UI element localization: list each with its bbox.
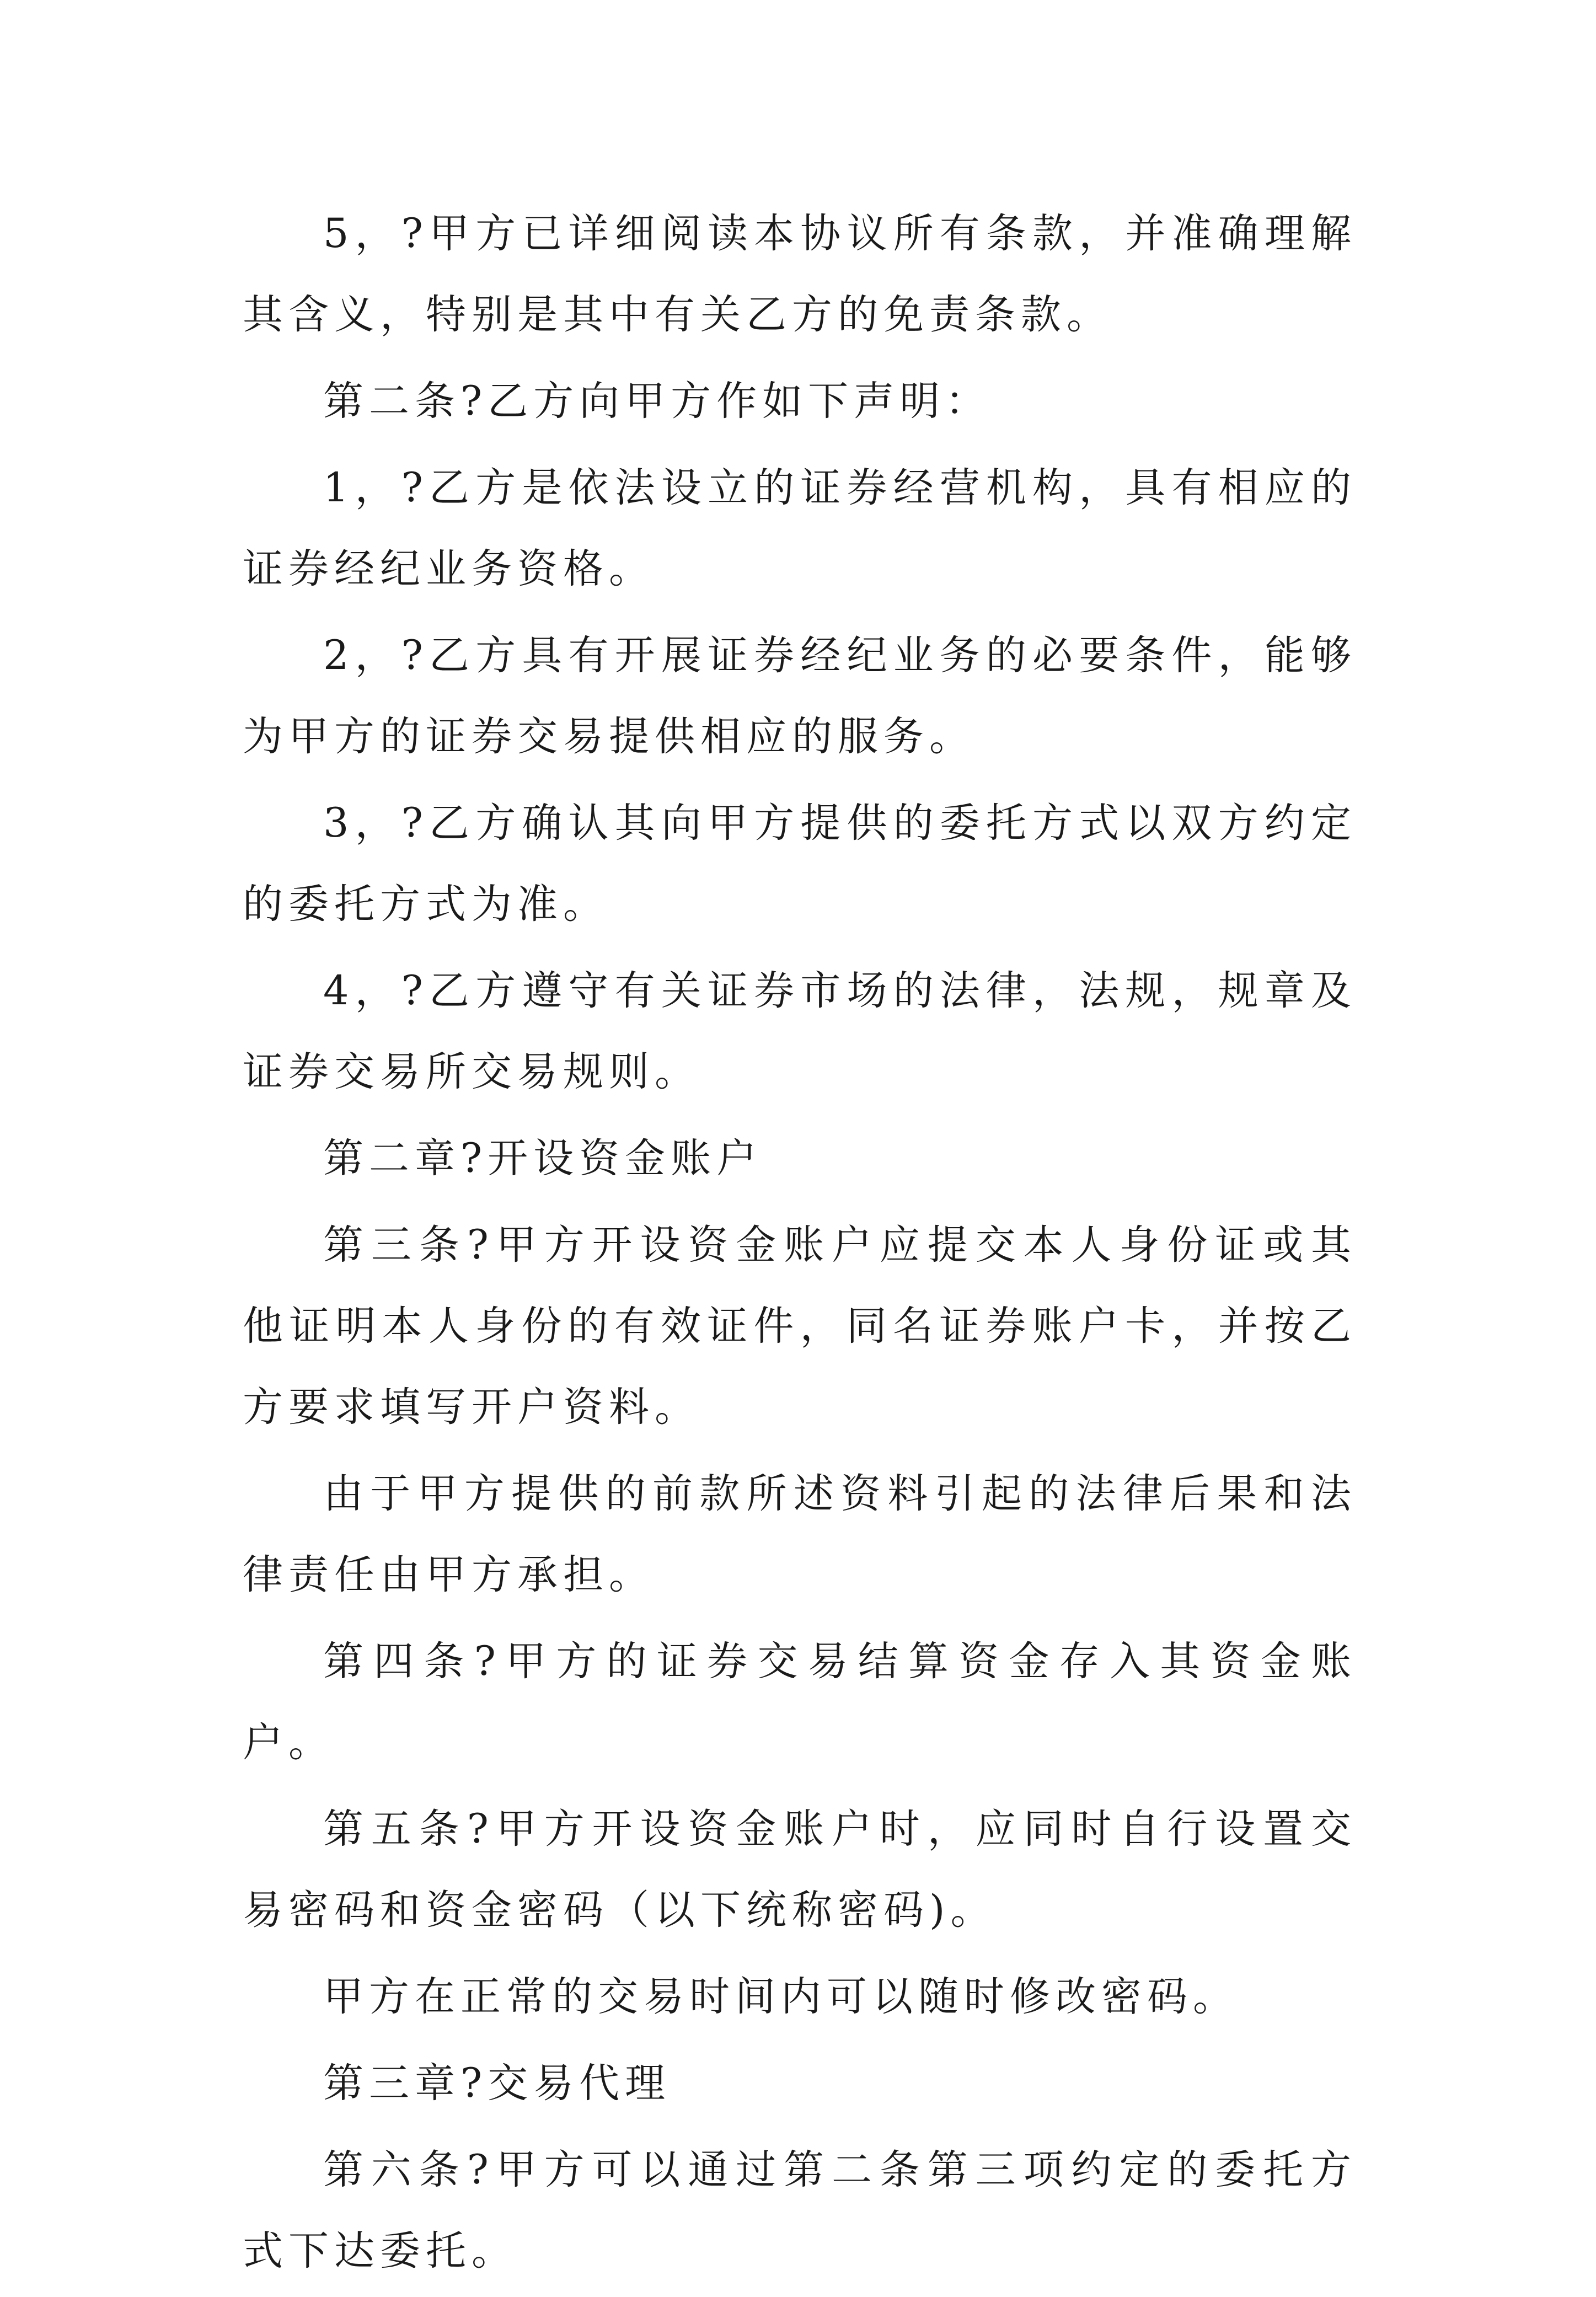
article-6-paragraph: 第六条?甲方可以通过第二条第三项约定的委托方式下达委托。 <box>243 2146 1357 2274</box>
chapter-3-heading: 第三章?交易代理 <box>323 2060 671 2107</box>
article-2-item-3: 3，?乙方确认其向甲方提供的委托方式以双方约定的委托方式为准。 <box>243 800 1357 928</box>
clause-5-paragraph: 5，?甲方已详细阅读本协议所有条款，并准确理解其含义，特别是其中有关乙方的免责条款。 <box>243 210 1357 338</box>
chapter-2-heading: 第二章?开设资金账户 <box>323 1135 763 1182</box>
article-4-paragraph: 第四条?甲方的证券交易结算资金存入其资金账户。 <box>243 1638 1357 1766</box>
document-body <box>243 193 1357 2297</box>
article-2-heading: 第二条?乙方向甲方作如下声明： <box>323 378 992 425</box>
article-3-paragraph: 第三条?甲方开设资金账户应提交本人身份证或其他证明本人身份的有效证件，同名证券账户卡，并按乙方要求填写开户资料。 <box>243 1222 1357 1431</box>
article-3-liability-paragraph: 由于甲方提供的前款所述资料引起的法律后果和法律责任由甲方承担。 <box>243 1470 1357 1598</box>
article-5-paragraph: 第五条?甲方开设资金账户时，应同时自行设置交易密码和资金密码（以下统称密码)。 <box>243 1806 1357 1934</box>
article-2-item-4: 4，?乙方遵守有关证券市场的法律，法规，规章及证券交易所交易规则。 <box>243 967 1357 1095</box>
article-5-password-paragraph: 甲方在正常的交易时间内可以随时修改密码。 <box>323 1973 1239 2020</box>
article-2-item-1: 1，?乙方是依法设立的证券经营机构，具有相应的证券经纪业务资格。 <box>243 464 1357 592</box>
article-2-item-2: 2，?乙方具有开展证券经纪业务的必要条件，能够为甲方的证券交易提供相应的服务。 <box>243 632 1357 760</box>
